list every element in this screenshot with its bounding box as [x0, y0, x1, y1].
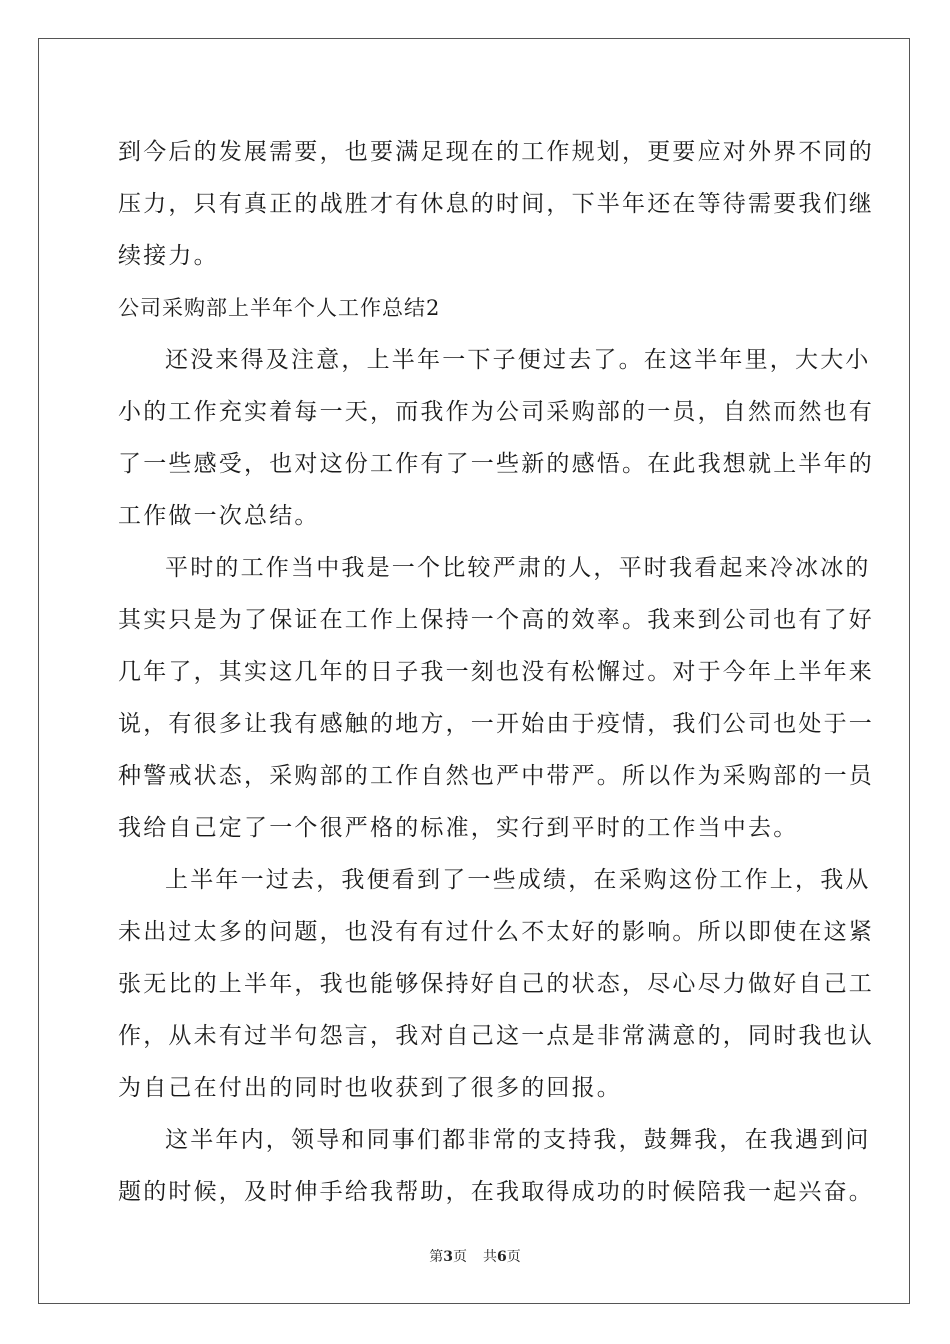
text-line: 说，有很多让我有感触的地方，一开始由于疫情，我们公司也处于一: [118, 711, 874, 737]
text-line: 我给自己定了一个很严格的标准，实行到平时的工作当中去。: [118, 815, 799, 841]
document-body: [118, 126, 874, 1218]
text-line: 压力，只有真正的战胜才有休息的时间，下半年还在等待需要我们继: [118, 191, 874, 217]
paragraph-first-line: 上半年一过去，我便看到了一些成绩，在采购这份工作上，我从: [165, 867, 871, 893]
text-line: 几年了，其实这几年的日子我一刻也没有松懈过。对于今年上半年来: [118, 659, 874, 685]
text-line: 了一些感受，也对这份工作有了一些新的感悟。在此我想就上半年的: [118, 451, 874, 477]
page-total: [483, 1249, 521, 1265]
text-line: 小的工作充实着每一天，而我作为公司采购部的一员，自然而然也有: [118, 399, 874, 425]
page-footer: [0, 1246, 950, 1266]
text-line: 续接力。: [118, 243, 219, 269]
text-line: 张无比的上半年，我也能够保持好自己的状态，尽心尽力做好自己工: [118, 971, 874, 997]
text-line: 未出过太多的问题，也没有有过什么不太好的影响。所以即使在这紧: [118, 919, 874, 945]
text-line: 到今后的发展需要，也要满足现在的工作规划，更要应对外界不同的: [118, 139, 874, 165]
text-line: 为自己在付出的同时也收获到了很多的回报。: [118, 1075, 622, 1101]
text-line: 题的时候，及时伸手给我帮助，在我取得成功的时候陪我一起兴奋。: [118, 1179, 874, 1205]
page-prefix: 第: [429, 1249, 444, 1265]
text-line: 工作做一次总结。: [118, 503, 320, 529]
text-line: 种警戒状态，采购部的工作自然也严中带严。所以作为采购部的一员: [118, 763, 874, 789]
section-heading: 公司采购部上半年个人工作总结2: [118, 296, 441, 320]
text-line: 作，从未有过半句怨言，我对自己这一点是非常满意的，同时我也认: [118, 1023, 874, 1049]
current-page: 3: [443, 1249, 453, 1265]
text-line: 其实只是为了保证在工作上保持一个高的效率。我来到公司也有了好: [118, 607, 874, 633]
page-suffix: 页: [453, 1249, 467, 1265]
total-pages: 6: [497, 1249, 507, 1265]
page-number: [429, 1249, 467, 1265]
paragraph-first-line: 还没来得及注意，上半年一下子便过去了。在这半年里，大大小: [165, 347, 871, 373]
paragraph-first-line: 这半年内，领导和同事们都非常的支持我，鼓舞我，在我遇到问: [165, 1127, 871, 1153]
total-suffix: 页: [506, 1249, 521, 1265]
paragraph-first-line: 平时的工作当中我是一个比较严肃的人，平时我看起来冷冰冰的: [165, 555, 871, 581]
total-prefix: 共: [483, 1249, 497, 1265]
